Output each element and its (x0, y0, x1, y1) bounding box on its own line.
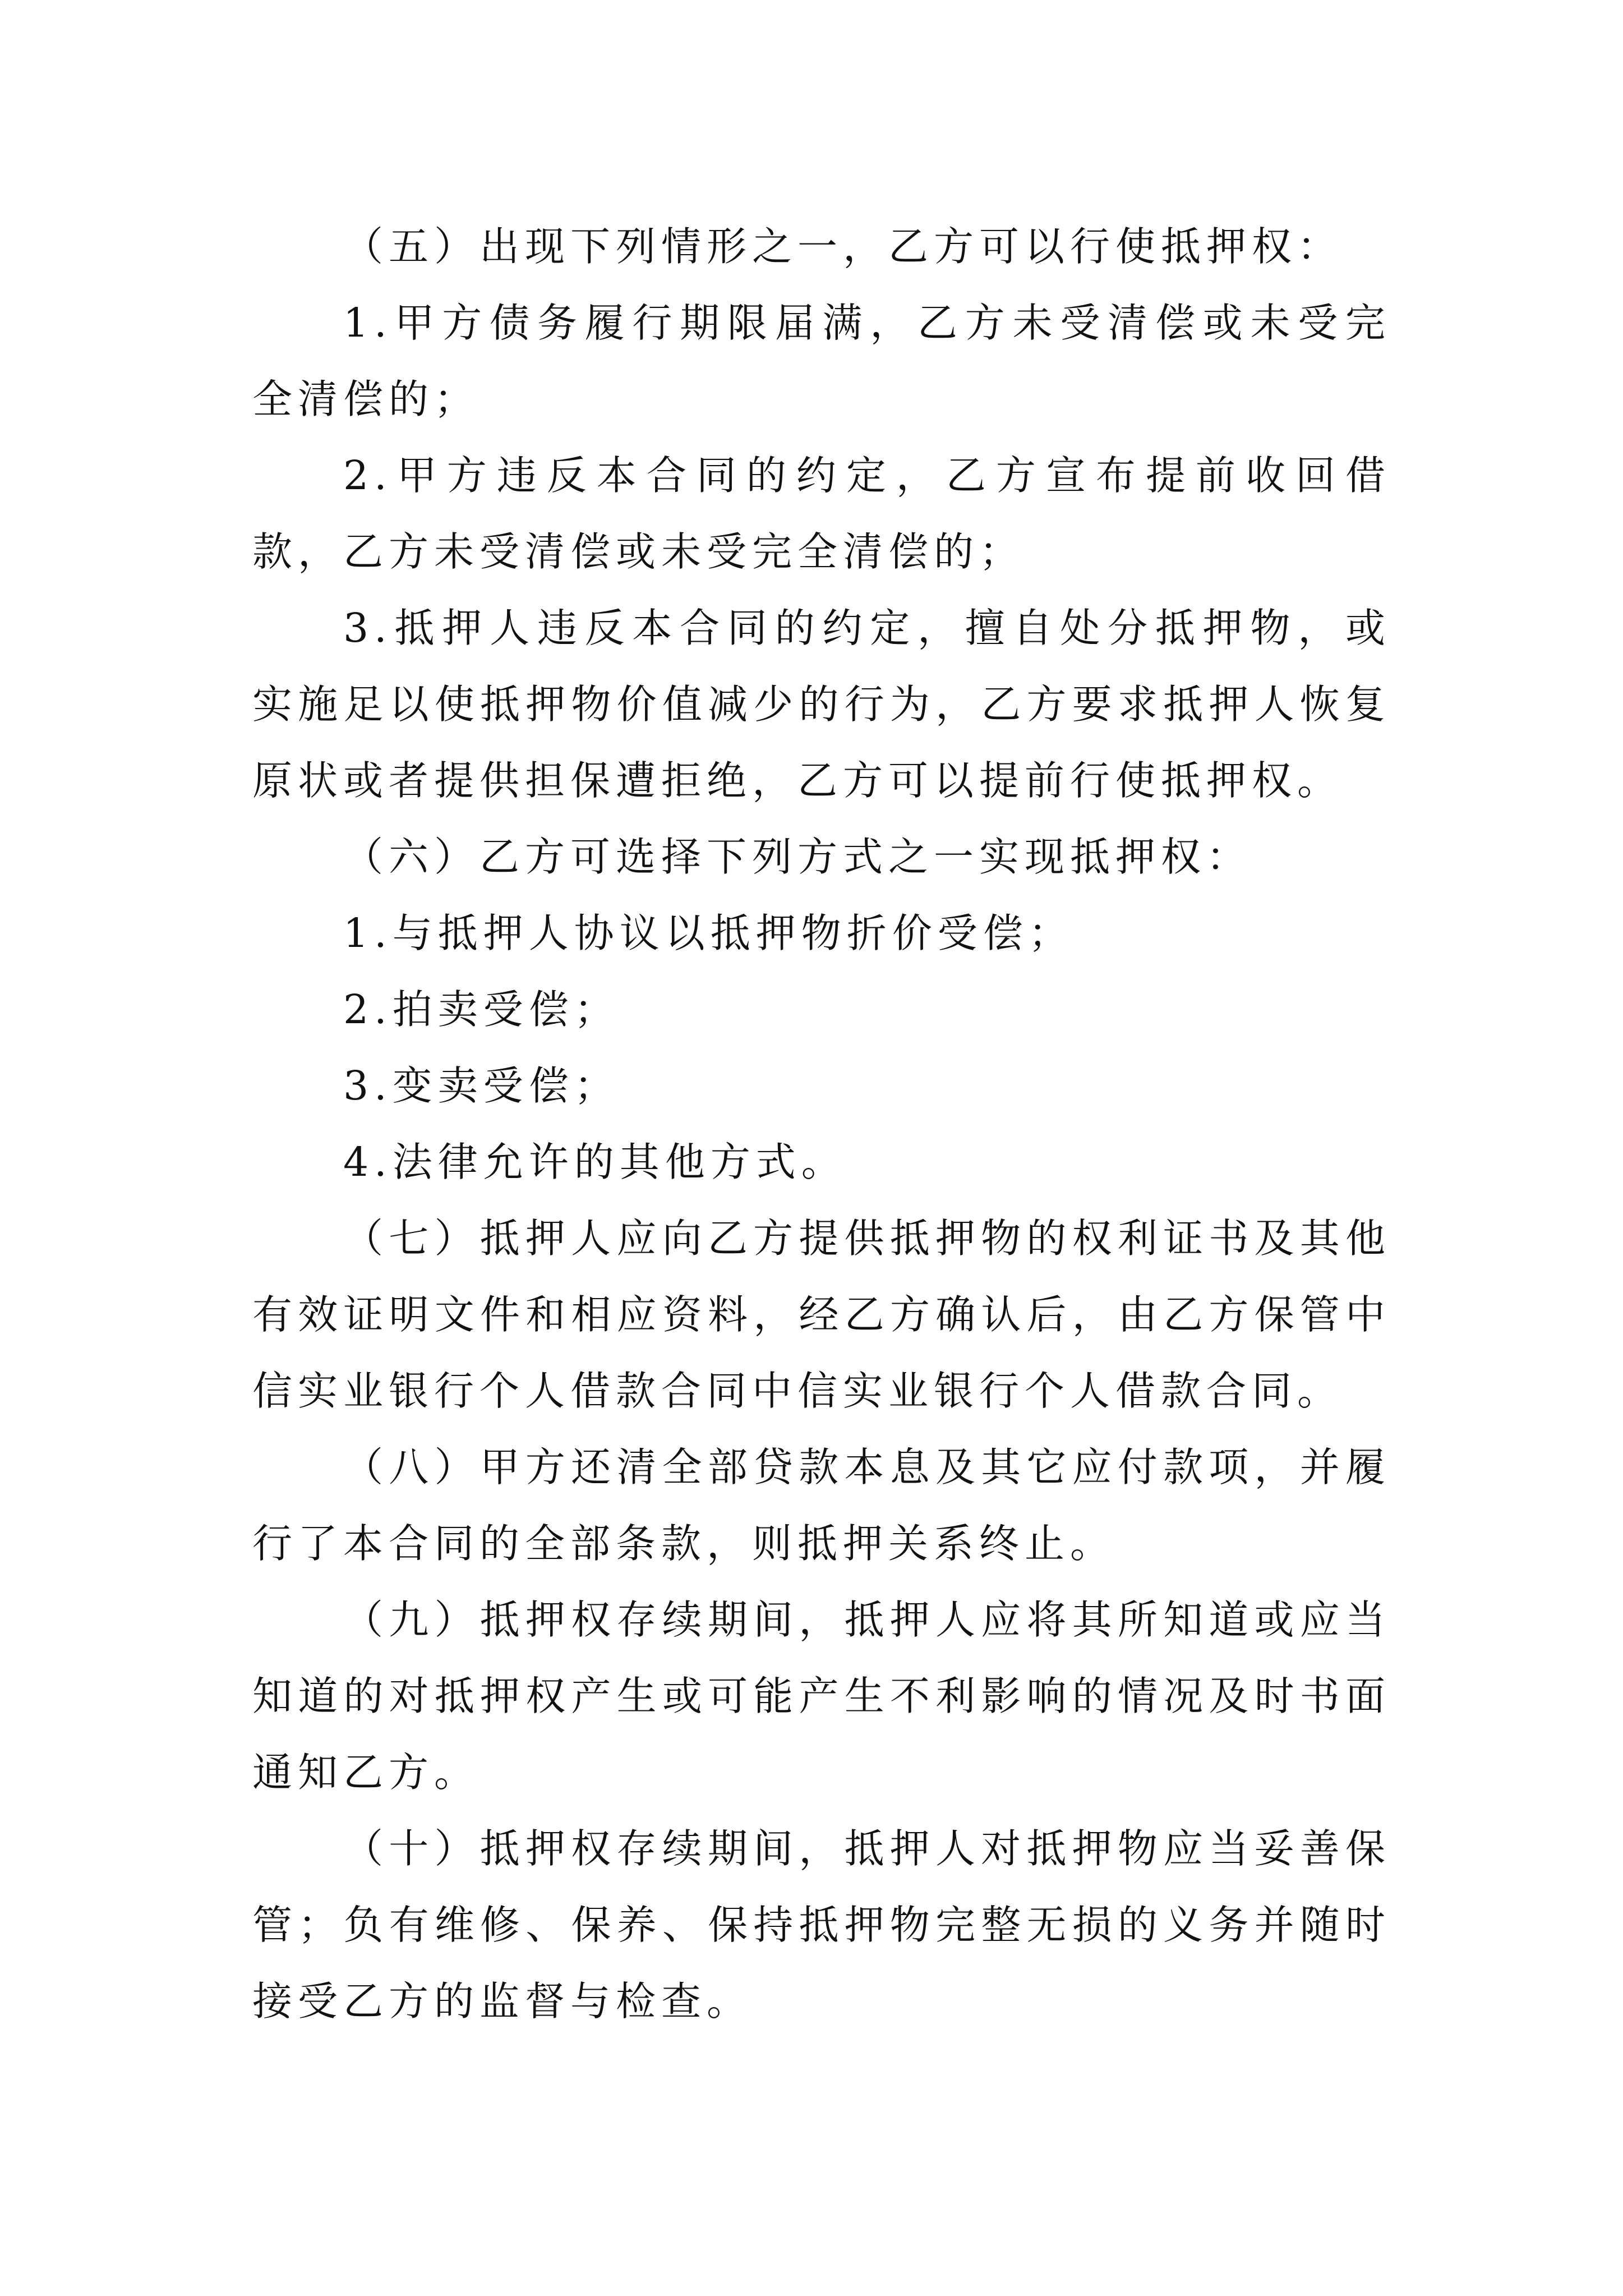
clause-10: （十）抵押权存续期间，抵押人对抵押物应当妥善保管；负有维修、保养、保持抵押物完整无损的义务并随时接受乙方的监督与检查。 (252, 1825, 1391, 2024)
clause-8: （八）甲方还清全部贷款本息及其它应付款项，并履行了本合同的全部条款，则抵押关系终止。 (252, 1444, 1391, 1567)
clause-5-heading: （五）出现下列情形之一，乙方可以行使抵押权： (343, 223, 1343, 270)
clause-7: （七）抵押人应向乙方提供抵押物的权利证书及其他有效证明文件和相应资料，经乙方确认后，由乙方保管中信实业银行个人借款合同中信实业银行个人借款合同。 (252, 1215, 1391, 1414)
document-body (252, 209, 1391, 2040)
clause-5-item-1: 1.甲方债务履行期限届满，乙方未受清偿或未受完全清偿的； (252, 300, 1391, 422)
clause-6-item-2: 2.拍卖受偿； (343, 986, 620, 1033)
clause-9: （九）抵押权存续期间，抵押人应将其所知道或应当知道的对抵押权产生或可能产生不利影响的情况及时书面通知乙方。 (252, 1596, 1391, 1796)
clause-5-item-2: 2.甲方违反本合同的约定，乙方宣布提前收回借款，乙方未受清偿或未受完全清偿的； (252, 452, 1391, 575)
clause-6-heading: （六）乙方可选择下列方式之一实现抵押权： (343, 834, 1252, 880)
clause-5-item-3: 3.抵押人违反本合同的约定，擅自处分抵押物，或实施足以使抵押物价值减少的行为，乙方要求抵押人恢复原状或者提供担保遭拒绝，乙方可以提前行使抵押权。 (252, 605, 1391, 804)
clause-6-item-4: 4.法律允许的其他方式。 (343, 1139, 847, 1185)
clause-6-item-1: 1.与抵押人协议以抵押物折价受偿； (343, 910, 1074, 956)
clause-6-item-3: 3.变卖受偿； (343, 1062, 620, 1109)
